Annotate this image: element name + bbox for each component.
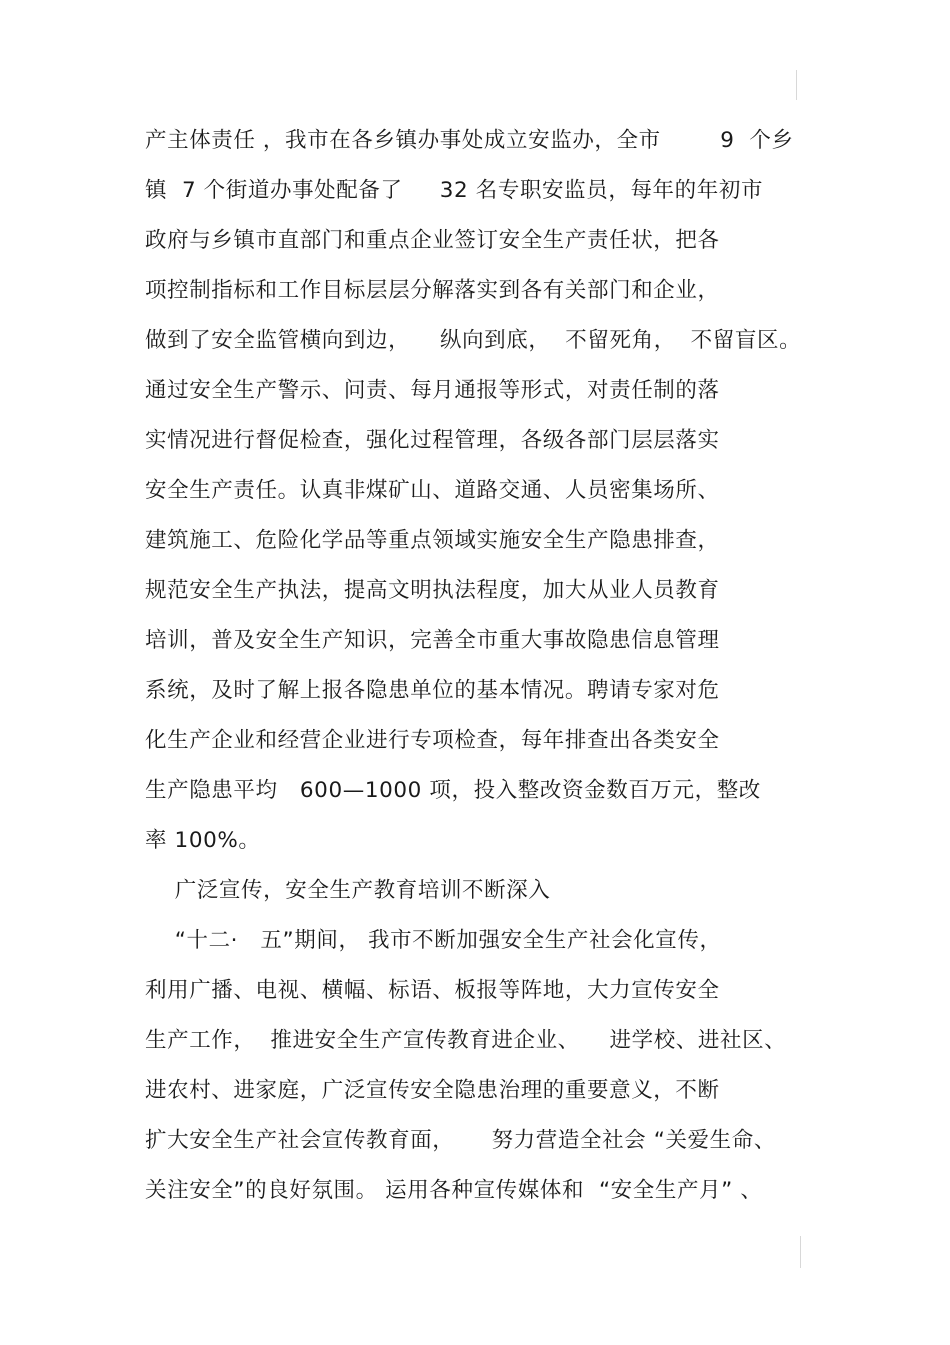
text-line: 通过安全生产警示、问责、每月通报等形式，对责任制的落	[145, 378, 720, 403]
text-line: 项控制指标和工作目标层层分解落实到各有关部门和企业，	[145, 278, 720, 303]
text-line: 化生产企业和经营企业进行专项检查，每年排查出各类安全	[145, 728, 720, 753]
text-line: 镇 7 个街道办事处配备了 32 名专职安监员，每年的年初市	[145, 178, 764, 203]
text-line: 关注安全”的良好氛围。 运用各种宣传媒体和 “安全生产月” 、	[145, 1178, 763, 1203]
text-line: 政府与乡镇市直部门和重点企业签订安全生产责任状，把各	[145, 228, 720, 253]
text-line: 做到了安全监管横向到边， 纵向到底， 不留死角， 不留盲区。	[145, 328, 802, 353]
text-line: 率 100%。	[145, 828, 261, 853]
text-line: 扩大安全生产社会宣传教育面， 努力营造全社会 “关爱生命、	[145, 1128, 776, 1153]
text-line: 产主体责任 ，我市在各乡镇办事处成立安监办，全市 9 个乡	[145, 128, 794, 153]
text-line: 进农村、进家庭，广泛宣传安全隐患治理的重要意义，不断	[145, 1078, 720, 1103]
section-heading: 广泛宣传，安全生产教育培训不断深入	[145, 878, 551, 903]
text-line: 培训，普及安全生产知识，完善全市重大事故隐患信息管理	[145, 628, 720, 653]
page-edge-mark-top	[796, 70, 797, 100]
text-line: 安全生产责任。认真非煤矿山、道路交通、人员密集场所、	[145, 478, 720, 503]
text-line: 规范安全生产执法，提高文明执法程度，加大从业人员教育	[145, 578, 720, 603]
text-line: 利用广播、电视、横幅、标语、板报等阵地，大力宣传安全	[145, 978, 720, 1003]
text-line: “十二· 五”期间， 我市不断加强安全生产社会化宣传，	[145, 928, 722, 953]
text-line: 生产隐患平均 600—1000 项，投入整改资金数百万元，整改	[145, 778, 761, 803]
page-edge-mark-bottom	[800, 1236, 801, 1268]
text-line: 建筑施工、危险化学品等重点领域实施安全生产隐患排查，	[145, 528, 720, 553]
text-line: 生产工作， 推进安全生产宣传教育进企业、 进学校、进社区、	[145, 1028, 787, 1053]
text-line: 系统，及时了解上报各隐患单位的基本情况。聘请专家对危	[145, 678, 720, 703]
text-line: 实情况进行督促检查，强化过程管理，各级各部门层层落实	[145, 428, 720, 453]
